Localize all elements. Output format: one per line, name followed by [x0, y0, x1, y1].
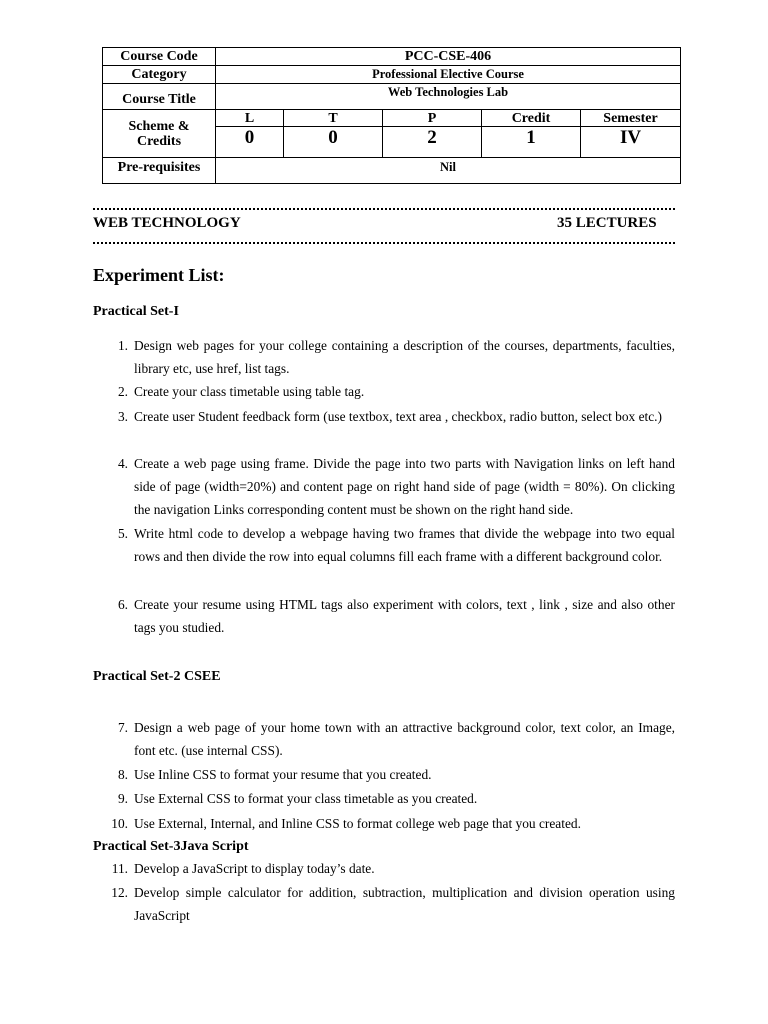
- course-code-row: [103, 48, 681, 66]
- item-number: 3.: [117, 409, 128, 424]
- item-text: Develop a JavaScript to display today’s date.: [134, 861, 375, 876]
- scheme-value-semester: IV: [581, 127, 681, 158]
- item-text: Use External CSS to format your class timetable as you created.: [134, 791, 478, 806]
- list-item: [106, 716, 675, 762]
- item-number: 12.: [111, 885, 128, 900]
- item-number: 5.: [117, 526, 128, 541]
- category-row: [103, 66, 681, 84]
- list-item: [106, 812, 675, 835]
- course-code-value: PCC-CSE-406: [216, 48, 681, 66]
- list-item: [106, 334, 675, 380]
- course-code-label: Course Code: [103, 48, 216, 66]
- prerequisites-row: [103, 158, 681, 184]
- subject-title: WEB TECHNOLOGY: [93, 215, 241, 231]
- experiment-list-heading: Experiment List:: [93, 265, 225, 285]
- item-number: 10.: [111, 816, 128, 831]
- scheme-value-t: 0: [284, 127, 383, 158]
- item-text: Write html code to develop a webpage having two frames that divide the webpage into two equal rows and then divide the row into equal columns fill each frame with a different background color.: [134, 526, 675, 564]
- category-label: Category: [103, 66, 216, 84]
- list-item: [106, 881, 675, 927]
- item-number: 6.: [117, 597, 128, 612]
- item-text: Create user Student feedback form (use textbox, text area , checkbox, radio button, select box etc.): [134, 409, 662, 424]
- prerequisites-label: Pre-requisites: [103, 158, 216, 184]
- list-item: [106, 787, 675, 810]
- item-number: 11.: [111, 861, 128, 876]
- list-item: [106, 763, 675, 786]
- item-text: Use Inline CSS to format your resume that you created.: [134, 767, 432, 782]
- scheme-value-l: 0: [216, 127, 284, 158]
- course-info-table: [102, 47, 681, 184]
- item-number: 1.: [117, 338, 128, 353]
- item-number: 2.: [117, 384, 128, 399]
- dotted-divider-bottom: [93, 236, 675, 244]
- scheme-header-semester: Semester: [581, 110, 681, 127]
- scheme-header-t: T: [284, 110, 383, 127]
- scheme-header-credit: Credit: [482, 110, 581, 127]
- scheme-header-row: [103, 110, 681, 127]
- item-number: 8.: [117, 767, 128, 782]
- scheme-credits-label: Scheme & Credits: [103, 110, 216, 158]
- item-text: Design a web page of your home town with an attractive background color, text color, an Image, font etc. (use internal CSS).: [134, 720, 675, 758]
- list-item: [106, 522, 675, 568]
- item-text: Develop simple calculator for addition, subtraction, multiplication and division operation using JavaScript: [134, 885, 675, 923]
- item-text: Create your resume using HTML tags also experiment with colors, text , link , size and also other tags you studied.: [134, 597, 675, 635]
- course-title-row: [103, 84, 681, 110]
- scheme-value-credit: 1: [482, 127, 581, 158]
- list-item: [106, 380, 675, 403]
- course-title-value: Web Technologies Lab: [216, 84, 681, 110]
- item-text: Design web pages for your college containing a description of the courses, departments, faculties, library etc, use href, list tags.: [134, 338, 675, 376]
- scheme-value-p: 2: [383, 127, 482, 158]
- item-number: 4.: [117, 456, 128, 471]
- list-item: [106, 857, 675, 880]
- scheme-header-p: P: [383, 110, 482, 127]
- list-item: [106, 452, 675, 521]
- list-item: [106, 593, 675, 639]
- practical-set-2-heading: Practical Set-2 CSEE: [93, 669, 221, 684]
- practical-set-1-heading: Practical Set-I: [93, 304, 179, 319]
- list-item: [106, 405, 675, 428]
- prerequisites-value: Nil: [216, 158, 681, 184]
- item-text: Create a web page using frame. Divide the page into two parts with Navigation links on left hand side of page (width=20%) and content page on right hand side of page (width = 80%). On clicking the navigation Links corresponding content must be shown on the right hand side.: [134, 456, 675, 517]
- category-value: Professional Elective Course: [216, 66, 681, 84]
- item-text: Create your class timetable using table tag.: [134, 384, 365, 399]
- item-number: 9.: [117, 791, 128, 806]
- item-number: 7.: [117, 720, 128, 735]
- course-title-label: Course Title: [103, 84, 216, 110]
- practical-set-3-heading: Practical Set-3Java Script: [93, 839, 249, 854]
- item-text: Use External, Internal, and Inline CSS to format college web page that you created.: [134, 816, 581, 831]
- lecture-count: 35 LECTURES: [557, 215, 657, 231]
- dotted-divider-top: [93, 202, 675, 210]
- scheme-header-l: L: [216, 110, 284, 127]
